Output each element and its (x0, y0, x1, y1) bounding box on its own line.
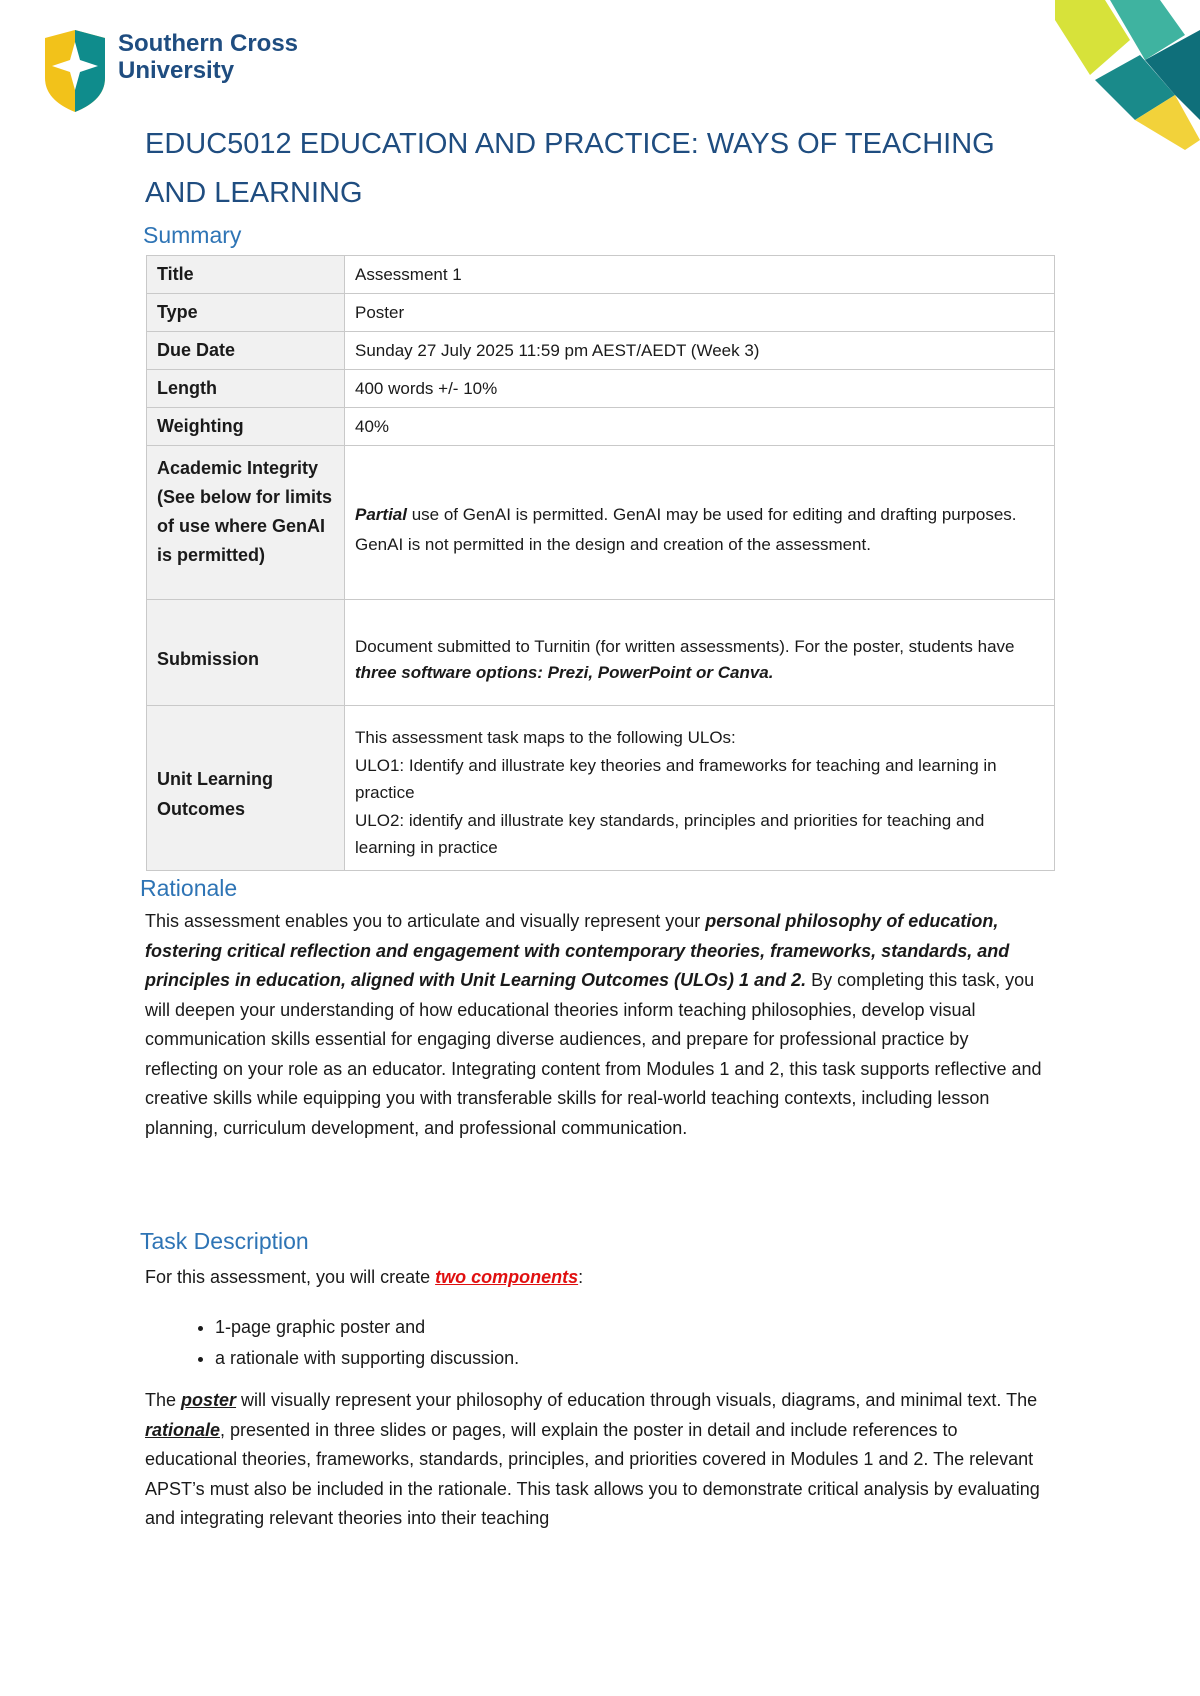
logo-shield-icon (40, 30, 110, 112)
row-value (345, 600, 1055, 706)
components-list (170, 1312, 519, 1374)
body-text: This assessment enables you to articulate and visually represent your (145, 911, 706, 931)
logo-line-2: University (118, 57, 235, 84)
emphasis-text: Partial (355, 504, 407, 524)
summary-heading: Summary (143, 222, 242, 248)
task-detail-paragraph (145, 1386, 1045, 1534)
row-label: Due Date (147, 332, 345, 370)
emphasis-red-text: two components (435, 1267, 579, 1287)
emphasis-text: personal philosophy of education, fostering critical reflection and engagement with contemporary theories, frameworks, standards, and principles in education, aligned with Unit Learning Outcomes (ULOs) 1 and 2. (145, 911, 1010, 990)
document-title: EDUC5012 EDUCATION AND PRACTICE: WAYS OF TEACHING AND LEARNING (145, 128, 995, 209)
table-row (147, 332, 1055, 370)
table-row (147, 370, 1055, 408)
row-label: Type (147, 294, 345, 332)
body-text: Document submitted to Turnitin (for written assessments). For the poster, students have (355, 636, 1015, 656)
emphasis-text: rationale (145, 1419, 221, 1440)
ulo-2: ULO2: identify and illustrate key standards, principles and priorities for teaching and learning in practice (355, 810, 985, 858)
body-text: For this assessment, you will create (145, 1267, 436, 1287)
summary-table (146, 255, 1055, 871)
task-description-heading: Task Description (140, 1228, 309, 1254)
body-text: will visually represent your philosophy of education through visuals, diagrams, and minimal text. The (236, 1390, 1038, 1410)
rationale-paragraph (145, 907, 1045, 1143)
list-item: • a rationale with supporting discussion. (215, 1343, 519, 1374)
row-value (345, 446, 1055, 600)
body-text: : (578, 1267, 584, 1287)
row-label: Length (147, 370, 345, 408)
row-value: 40% (345, 408, 1055, 446)
row-label: Unit Learning Outcomes (147, 706, 345, 871)
ulo-1: ULO1: Identify and illustrate key theories and frameworks for teaching and learning in practice (355, 755, 997, 803)
row-label: Title (147, 256, 345, 294)
row-value: Assessment 1 (345, 256, 1055, 294)
logo-line-1: Southern Cross (118, 30, 299, 57)
ulo-intro: This assessment task maps to the following ULOs: (355, 728, 736, 748)
rationale-heading: Rationale (140, 875, 238, 901)
row-label: Academic Integrity (See below for limits of use where GenAI is permitted) (147, 446, 345, 600)
task-intro (145, 1263, 1045, 1293)
table-row-academic-integrity (147, 446, 1055, 600)
body-text: The (145, 1390, 182, 1410)
emphasis-text: three software options: Prezi, PowerPoint or Canva. (355, 662, 774, 682)
table-row (147, 256, 1055, 294)
row-label: Weighting (147, 408, 345, 446)
table-row-ulos (147, 706, 1055, 871)
body-text: By completing this task, you will deepen your understanding of how educational theories inform teaching philosophies, develop visual communication skills essential for engaging diverse audiences, and prepare for professional practice by reflecting on your role as an educator. Integrating content from Modules 1 and 2, this task supports reflective and creative skills while equipping you with transferable skills for real-world teaching contexts, including lesson planning, curriculum development, and professional communication. (145, 970, 1042, 1138)
emphasis-text: poster (181, 1390, 237, 1410)
body-text: use of GenAI is permitted. GenAI may be used for editing and drafting purposes. GenAI is not permitted in the design and creation of the assessment. (355, 504, 1017, 554)
list-item: • 1-page graphic poster and (215, 1312, 519, 1343)
table-row (147, 408, 1055, 446)
row-label: Submission (147, 600, 345, 706)
university-logo (40, 30, 340, 112)
row-value: Sunday 27 July 2025 11:59 pm AEST/AEDT (Week 3) (345, 332, 1055, 370)
row-value: Poster (345, 294, 1055, 332)
table-row-submission (147, 600, 1055, 706)
body-text: , presented in three slides or pages, will explain the poster in detail and include references to educational theories, frameworks, standards, principles, and priorities covered in Modules 1 and 2. The relevant APST’s must also be included in the rationale. This task allows you to demonstrate critical analysis by evaluating and integrating relevant theories into their teaching (145, 1419, 1040, 1528)
decorative-corner-graphic (1035, 0, 1200, 150)
row-value (345, 706, 1055, 871)
table-row (147, 294, 1055, 332)
row-value: 400 words +/- 10% (345, 370, 1055, 408)
